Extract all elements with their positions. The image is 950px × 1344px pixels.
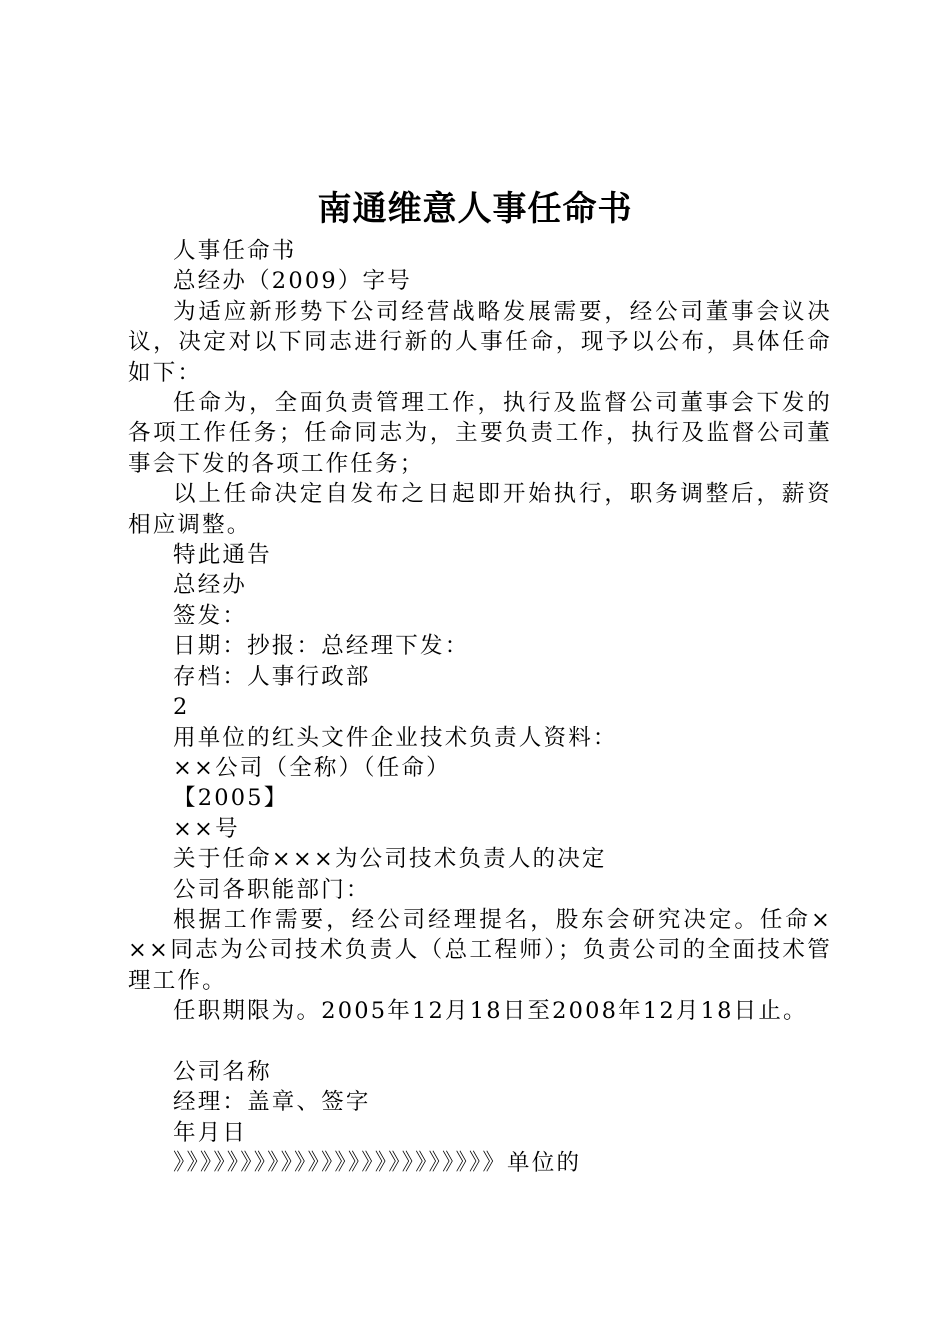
paragraph-number: ××号 xyxy=(173,815,240,842)
paragraph-issuer: 总经办 xyxy=(173,572,248,599)
paragraph-decision: 根据工作需要，经公司经理提名，股东会研究决定。任命×××同志为公司技术负责人（总工程师）；负责公司的全面技术管理工作。 xyxy=(128,906,832,994)
blank-line xyxy=(128,1027,832,1057)
paragraph-decision-title: 关于任命×××为公司技术负责人的决定 xyxy=(173,846,607,873)
paragraph-doc-number: 总经办（2009）字号 xyxy=(173,268,412,295)
paragraph-intro: 为适应新形势下公司经营战略发展需要，经公司董事会议决议，决定对以下同志进行新的人事任命，现予以公布，具体任命如下： xyxy=(128,298,832,386)
paragraph-departments: 公司各职能部门： xyxy=(173,876,371,903)
paragraph-archive: 存档：人事行政部 xyxy=(173,663,371,690)
paragraph-company: ××公司（全称）（任命） xyxy=(173,754,451,781)
paragraph-notice: 特此通告 xyxy=(173,542,272,569)
paragraph-page-number: 2 xyxy=(173,694,190,721)
document-body xyxy=(128,236,832,1179)
paragraph-term: 任职期限为。2005年12月18日至2008年12月18日止。 xyxy=(173,998,808,1025)
paragraph-trailing: 》》》》》》》》》》》》》》》》》》》》》》》》单位的 xyxy=(173,1150,582,1177)
paragraph-red-header: 用单位的红头文件企业技术负责人资料： xyxy=(173,724,618,751)
paragraph-appointments: 任命为，全面负责管理工作，执行及监督公司董事会下发的各项工作任务；任命同志为，主要负责工作，执行及监督公司董事会下发的各项工作任务； xyxy=(128,390,832,477)
paragraph-heading: 人事任命书 xyxy=(173,238,297,264)
paragraph-company-name: 公司名称 xyxy=(173,1058,272,1085)
paragraph-date: 日期：抄报：总经理下发： xyxy=(173,633,470,660)
paragraph-signed: 签发： xyxy=(173,602,248,629)
paragraph-manager: 经理：盖章、签字 xyxy=(173,1089,371,1116)
paragraph-date-placeholder: 年月日 xyxy=(173,1119,248,1146)
document-title: 南通维意人事任命书 xyxy=(317,189,633,229)
paragraph-effective: 以上任命决定自发布之日起即开始执行，职务调整后，薪资相应调整。 xyxy=(128,481,832,538)
paragraph-year: 【2005】 xyxy=(173,785,289,812)
